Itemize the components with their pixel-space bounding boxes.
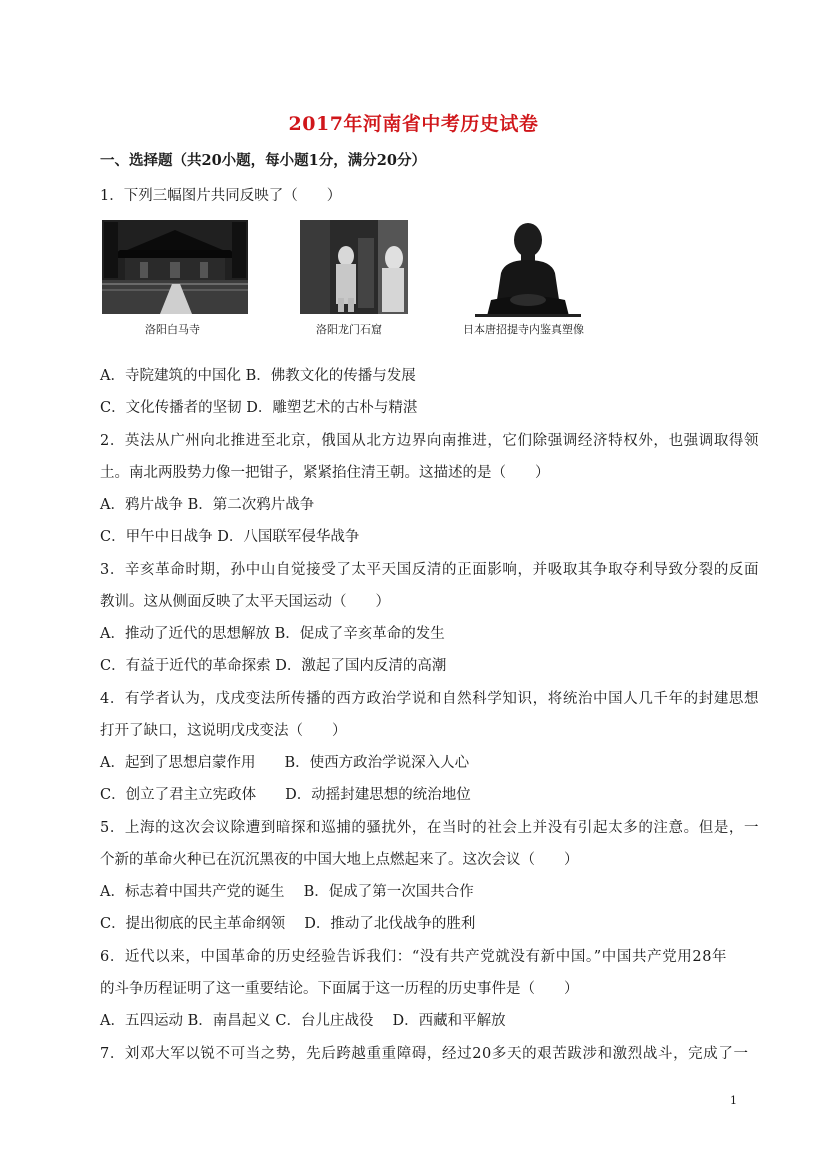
question-2-line-1: 2．英法从广州向北推进至北京，俄国从北方边界向南推进，它们除强调经济特权外，也强调取得领 bbox=[100, 433, 760, 449]
white-horse-temple-photo bbox=[100, 218, 250, 318]
caption-jianzhen-statue: 日本唐招提寺内鉴真塑像 bbox=[463, 323, 584, 336]
question-3-line-1: 3．辛亥革命时期，孙中山自觉接受了太平天国反清的正面影响，并吸取其争取夺利导致分裂的反面 bbox=[100, 562, 760, 578]
question-6-line-1: 6．近代以来，中国革命的历史经验告诉我们：“没有共产党就没有新中国。”中国共产党用28年 bbox=[100, 949, 728, 965]
question-5-line-2: 个新的革命火种已在沉沉黑夜的中国大地上点燃起来了。这次会议（ ） bbox=[100, 852, 579, 868]
caption-longmen-grottoes: 洛阳龙门石窟 bbox=[316, 323, 382, 336]
question-6-line-2: 的斗争历程证明了这一重要结论。下面属于这一历程的历史事件是（ ） bbox=[100, 981, 579, 997]
question-4-options-cd: C．创立了君主立宪政体 D．动摇封建思想的统治地位 bbox=[100, 787, 471, 803]
jianzhen-statue-photo bbox=[465, 218, 595, 318]
figure-jianzhen-statue bbox=[463, 218, 595, 336]
section-heading: 一、选择题（共20小题，每小题1分，满分20分） bbox=[100, 152, 426, 169]
question-1-options-cd: C．文化传播者的坚韧 D．雕塑艺术的古朴与精湛 bbox=[100, 400, 418, 416]
question-1-stem: 1．下列三幅图片共同反映了（ ） bbox=[100, 188, 342, 204]
exam-title: 2017年河南省中考历史试卷 bbox=[288, 113, 539, 135]
question-2-options-cd: C．甲午中日战争 D．八国联军侵华战争 bbox=[100, 529, 360, 545]
question-7-line-1: 7．刘邓大军以锐不可当之势，先后跨越重重障碍，经过20多天的艰苦跋涉和激烈战斗，完成了一 bbox=[100, 1046, 749, 1062]
caption-white-horse-temple: 洛阳白马寺 bbox=[145, 323, 200, 336]
longmen-grottoes-photo bbox=[298, 218, 410, 318]
question-5-line-1: 5．上海的这次会议除遭到暗探和巡捕的骚扰外，在当时的社会上并没有引起太多的注意。但是，一 bbox=[100, 820, 760, 836]
page-number: 1 bbox=[730, 1094, 737, 1107]
question-2-options-ab: A．鸦片战争 B．第二次鸦片战争 bbox=[100, 497, 315, 513]
question-6-options: A．五四运动 B．南昌起义 C．台儿庄战役 D．西藏和平解放 bbox=[100, 1013, 506, 1029]
question-3-options-ab: A．推动了近代的思想解放 B．促成了辛亥革命的发生 bbox=[100, 626, 445, 642]
question-5-options-ab: A．标志着中国共产党的诞生 B．促成了第一次国共合作 bbox=[100, 884, 474, 900]
question-1-options-ab: A．寺院建筑的中国化 B．佛教文化的传播与发展 bbox=[100, 368, 416, 384]
question-4-line-1: 4．有学者认为，戊戌变法所传播的西方政治学说和自然科学知识，将统治中国人几千年的封建思想 bbox=[100, 691, 760, 707]
figure-longmen-grottoes bbox=[298, 218, 410, 336]
question-5-options-cd: C．提出彻底的民主革命纲领 D．推动了北伐战争的胜利 bbox=[100, 916, 476, 932]
question-4-line-2: 打开了缺口，这说明戊戌变法（ ） bbox=[100, 723, 347, 739]
figure-white-horse-temple bbox=[100, 218, 250, 336]
question-3-options-cd: C．有益于近代的革命探索 D．激起了国内反清的高潮 bbox=[100, 658, 447, 674]
question-3-line-2: 教训。这从侧面反映了太平天国运动（ ） bbox=[100, 594, 390, 610]
question-4-options-ab: A．起到了思想启蒙作用 B．使西方政治学说深入人心 bbox=[100, 755, 470, 771]
question-2-line-2: 土。南北两股势力像一把钳子，紧紧掐住清王朝。这描述的是（ ） bbox=[100, 465, 550, 481]
